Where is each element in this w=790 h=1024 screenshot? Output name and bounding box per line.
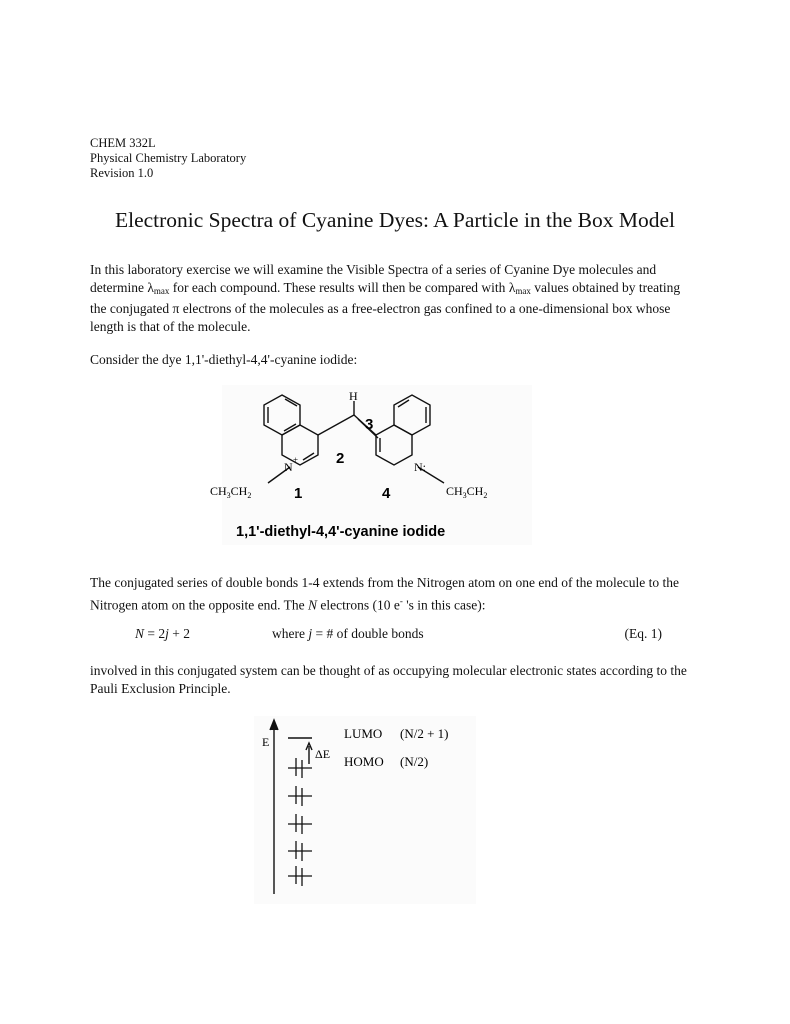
bond-number-1: 1 [294, 485, 303, 502]
nitrogen-right: N: [414, 460, 426, 474]
bond-number-4: 4 [382, 485, 391, 502]
revision: Revision 1.0 [90, 166, 154, 180]
electron-superscript: - [399, 596, 403, 606]
consider-text: Consider the dye 1,1'-diethyl-4,4'-cyanine iodide: [90, 352, 358, 367]
lumo-label: LUMO [344, 726, 383, 741]
molecule-figure [210, 385, 532, 550]
molecule-structure [210, 385, 532, 545]
equation-number: (Eq. 1) [624, 626, 662, 641]
involved-paragraph: involved in this conjugated system can be thought of as occupying molecular electronic states according to the Pauli Exclusion Principle. [90, 663, 687, 696]
molecule-caption: 1,1'-diethyl-4,4'-cyanine iodide [236, 524, 446, 540]
course-code: CHEM 332L [90, 136, 156, 150]
lambda-symbol: λ [508, 280, 516, 295]
lambda-subscript: max [153, 286, 170, 296]
delta-e-label: ΔE [315, 747, 331, 761]
equation-expression: N = 2j + 2 [135, 626, 191, 641]
ethyl-left: $CH_3CH_2$ [210, 484, 252, 500]
ethyl-right: $CH_3CH_2$ [446, 484, 488, 500]
conj-text-3: 's in this case): [402, 597, 486, 613]
intro-text-3: values obtained by treating the conjugated [90, 280, 681, 316]
homo-expression: (N/2) [400, 754, 429, 769]
conj-text-1: The conjugated series of double bonds 1-4 extends from the Nitrogen atom on one end of the molecule to the Nitrogen atom on the opposite end. The [90, 575, 679, 613]
bond-number-2: 2 [336, 450, 345, 467]
intro-text-2: for each compound. These results will then be compared with [169, 280, 509, 295]
equation-1 [90, 626, 662, 646]
energy-diagram-svg [254, 716, 476, 904]
conj-text-2: electrons (10 e [316, 597, 400, 613]
document-header [90, 136, 246, 181]
intro-text-1: In this laboratory exercise we will examine the Visible Spectra of a series of Cyanine Dye molecules and determine [90, 262, 657, 295]
energy-axis-label: E [262, 735, 270, 749]
lumo-expression: (N/2 + 1) [400, 726, 449, 741]
bond-number-3: 3 [365, 416, 374, 433]
methine-h: H [349, 389, 358, 403]
n-symbol: N [307, 597, 317, 613]
nitrogen-left: N [284, 460, 293, 474]
equation-where: where j = # of double bonds [272, 626, 424, 641]
intro-paragraph [90, 261, 690, 336]
lambda-symbol: λ [147, 280, 154, 295]
homo-label: HOMO [344, 754, 384, 769]
lambda-subscript: max [515, 286, 531, 296]
intro-text-4: electrons of the molecules as a free-electron gas confined to a one-dimensional box whose length is that of the molecule. [90, 301, 671, 334]
lab-name: Physical Chemistry Laboratory [90, 151, 247, 165]
conjugation-paragraph [90, 574, 690, 615]
energy-level-diagram [254, 716, 476, 909]
charge-plus: + [293, 455, 299, 465]
page-title: Electronic Spectra of Cyanine Dyes: A Particle in the Box Model [114, 208, 676, 232]
pi-symbol: π [172, 301, 180, 316]
